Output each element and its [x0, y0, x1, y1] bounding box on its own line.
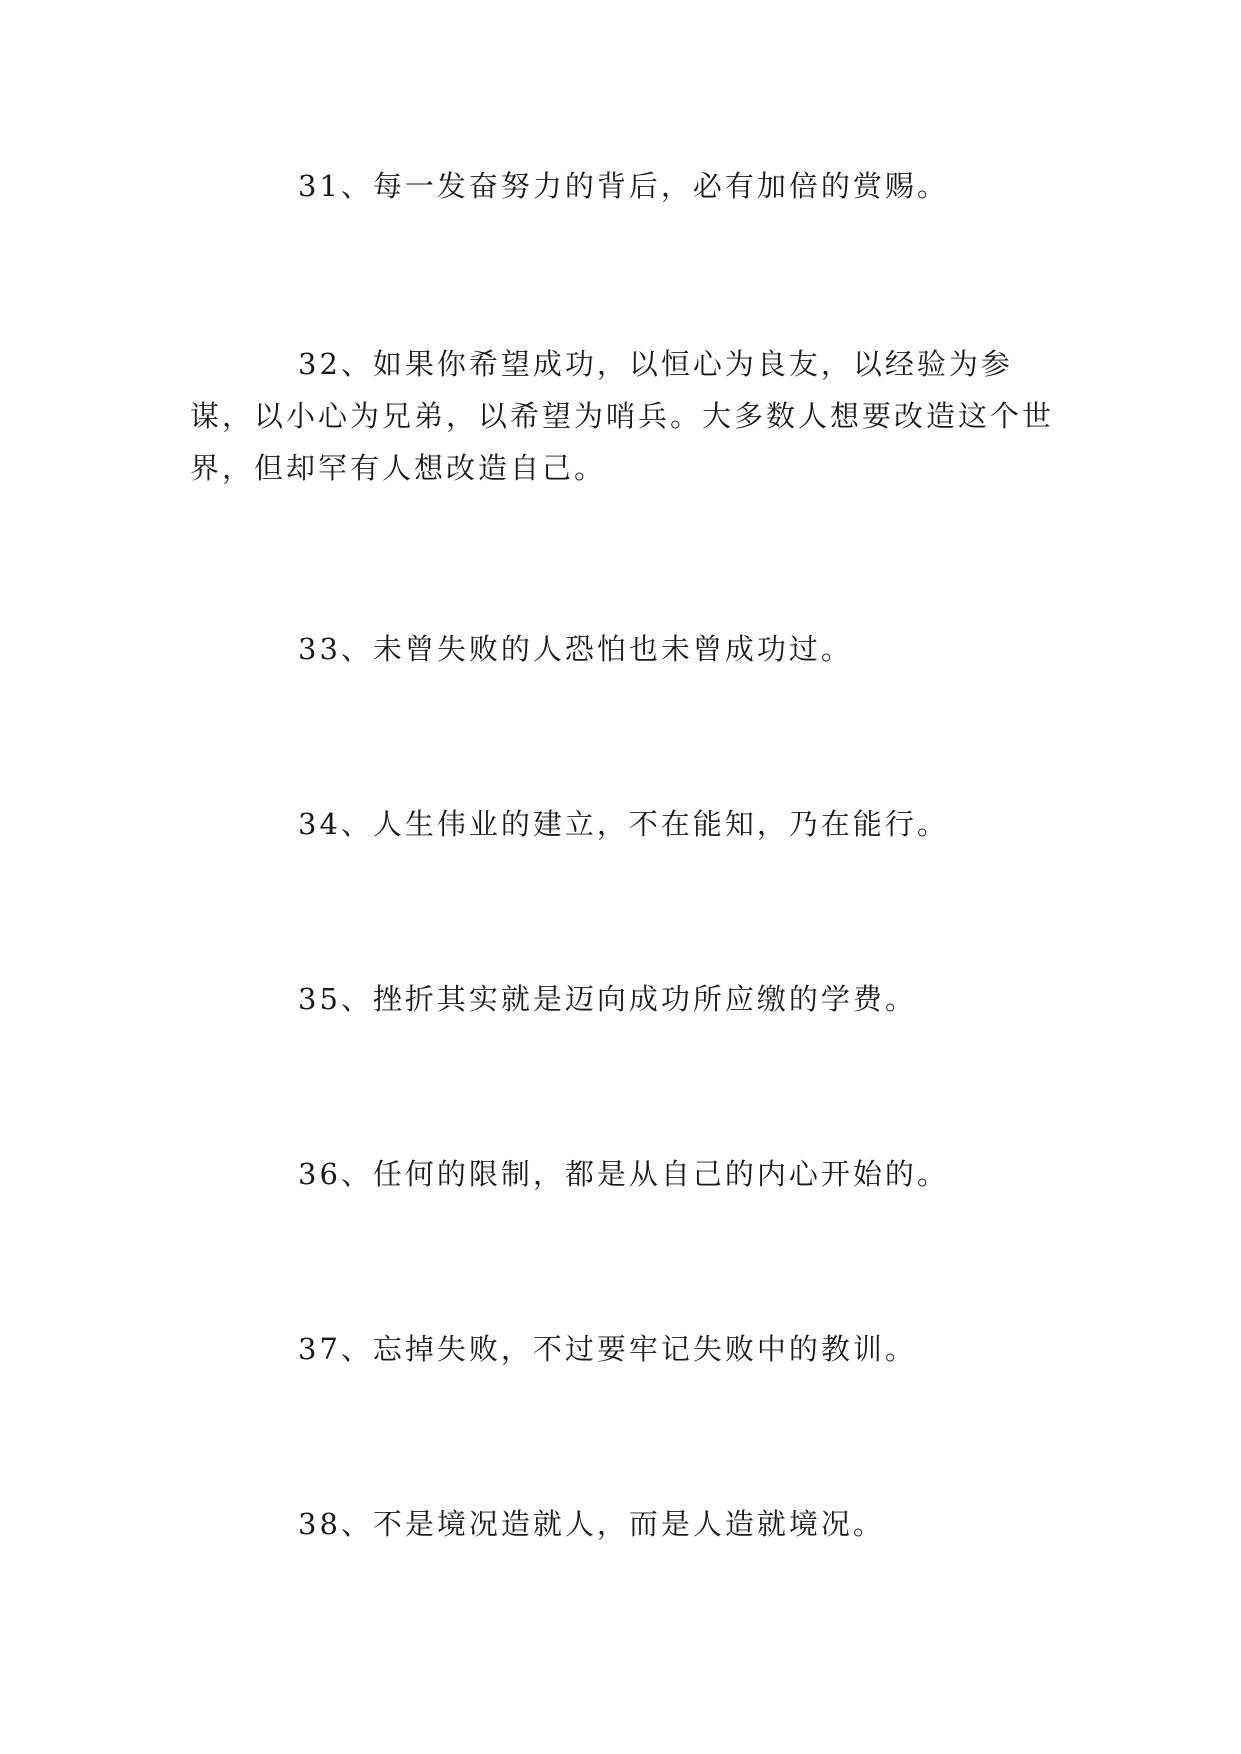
quote-35: 35、挫折其实就是迈向成功所应缴的学费。	[298, 982, 917, 1016]
quote-37: 37、忘掉失败，不过要牢记失败中的教训。	[298, 1332, 917, 1366]
quote-36: 36、任何的限制，都是从自己的内心开始的。	[298, 1157, 949, 1191]
quote-32: 32、如果你希望成功，以恒心为良友，以经验为参谋，以小心为兄弟，以希望为哨兵。大多数人想要改造这个世界，但却罕有人想改造自己。	[190, 347, 1055, 485]
quote-34: 34、人生伟业的建立，不在能知，乃在能行。	[298, 807, 949, 841]
quote-31: 31、每一发奋努力的背后，必有加倍的赏赐。	[298, 169, 949, 203]
quote-33: 33、未曾失败的人恐怕也未曾成功过。	[298, 632, 853, 666]
quote-38: 38、不是境况造就人，而是人造就境况。	[298, 1507, 885, 1541]
